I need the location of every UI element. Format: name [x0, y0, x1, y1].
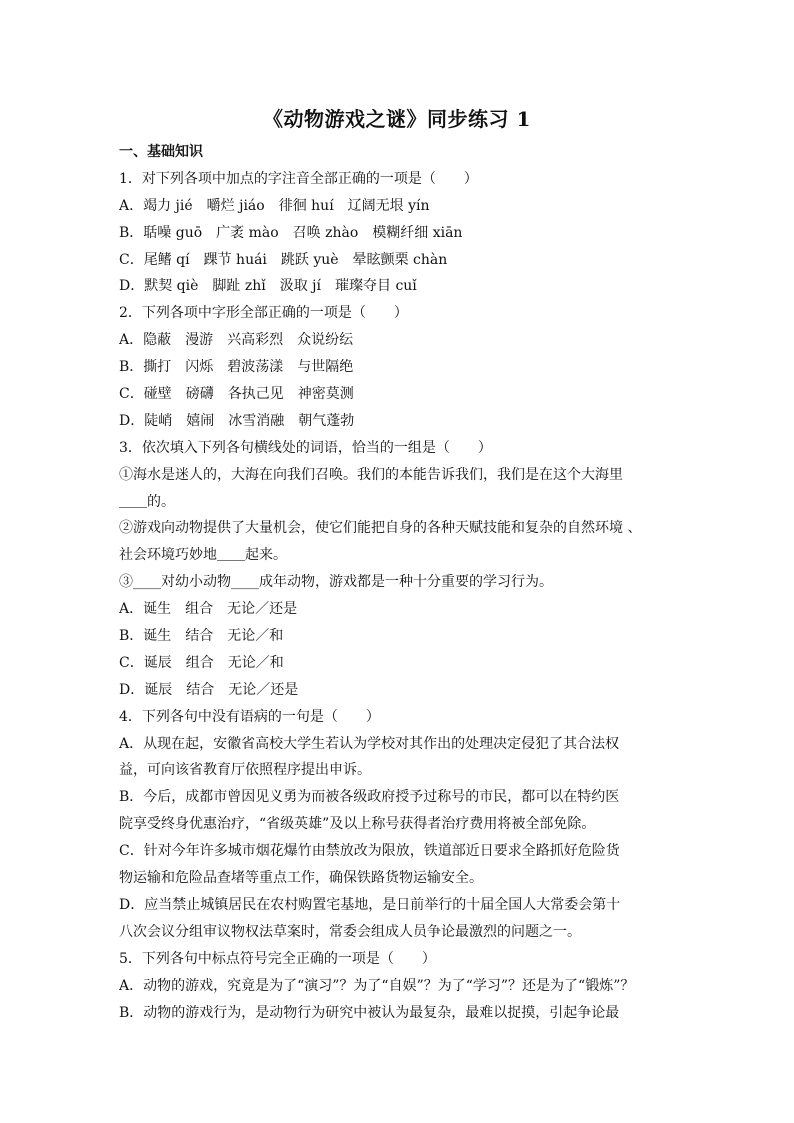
q3-option-c: C．诞辰 组合 无论／和	[119, 654, 284, 671]
q1-option-b: B．聒噪 guō 广袤 mào 召唤 zhào 模糊纤细 xiān	[119, 224, 463, 241]
question-2: 2．下列各项中字形全部正确的一项是（ ）	[119, 305, 408, 322]
q5-option-b: B．动物的游戏行为，是动物行为研究中被认为最复杂，最难以捉摸，引起争论最	[119, 1004, 620, 1021]
q4-option-a-cont: 益，可向该省教育厅依照程序提出申诉。	[119, 762, 371, 779]
q4-option-d: D．应当禁止城镇居民在农村购置宅基地，是日前举行的十届全国人大常委会第十	[119, 896, 621, 913]
q3-option-d: D．诞辰 结合 无论／还是	[119, 681, 299, 698]
q4-option-c: C．针对今年许多城市烟花爆竹由禁放改为限放，铁道部近日要求全路抓好危险货	[119, 843, 620, 860]
q4-option-a: A．从现在起，安徽省高校大学生若认为学校对其作出的处理决定侵犯了其合法权	[119, 735, 620, 752]
q3-sentence-2: ②游戏向动物提供了大量机会，使它们能把自身的各种天赋技能和复杂的自然环境 、	[119, 520, 642, 537]
q4-option-b-cont: 院享受终身优惠治疗，“省级英雄”及以上称号获得者治疗费用将被全部免除。	[119, 816, 596, 833]
q3-option-a: A．诞生 组合 无论／还是	[119, 601, 298, 618]
q2-option-a: A．隐蔽 漫游 兴高彩烈 众说纷纭	[119, 332, 354, 349]
question-1: 1．对下列各项中加点的字注音全部正确的一项是（ ）	[119, 170, 478, 187]
q4-option-c-cont: 物运输和危险品查堵等重点工作，确保铁路货物运输安全。	[119, 870, 483, 887]
q3-sentence-3: ③____对幼小动物____成年动物，游戏都是一种十分重要的学习行为。	[119, 574, 553, 591]
q1-option-c: C．尾鳍 qí 踝节 huái 跳跃 yuè 晕眩颤栗 chàn	[119, 251, 448, 268]
q1-option-a: A．竭力 jié 嚼烂 jiáo 徘徊 huí 辽阔无垠 yín	[119, 197, 430, 214]
section-heading: 一、基础知识	[119, 144, 203, 160]
q3-sentence-2-cont: 社会环境巧妙地＿＿起来。	[119, 547, 287, 564]
q2-option-c: C．碰壁 磅礴 各执己见 神密莫测	[119, 386, 354, 403]
q2-option-b: B．撕打 闪烁 碧波荡漾 与世隔绝	[119, 359, 354, 376]
q1-option-d: D．默契 qiè 脚趾 zhǐ 汲取 jí 璀璨夺目 cuǐ	[119, 278, 417, 295]
q3-sentence-1-cont: ＿＿的。	[119, 493, 175, 510]
question-5: 5．下列各句中标点符号完全正确的一项是（ ）	[119, 950, 436, 967]
q2-option-d: D．陡峭 嬉闹 冰雪消融 朝气蓬勃	[119, 412, 355, 429]
document-body	[119, 139, 679, 1026]
q4-option-b: B．今后，成都市曾因见义勇为而被各级政府授予过称号的市民，都可以在特约医	[119, 789, 620, 806]
q3-option-b: B．诞生 结合 无论／和	[119, 628, 284, 645]
question-3: 3．依次填入下列各句横线处的词语，恰当的一组是（ ）	[119, 439, 492, 456]
q5-option-a: A．动物的游戏，究竟是为了“演习”？为了“自娱”？为了“学习”？还是为了“锻炼”？	[119, 977, 635, 994]
q3-sentence-1: ①海水是迷人的，大海在向我们召唤。我们的本能告诉我们，我们是在这个大海里	[119, 466, 623, 483]
question-4: 4．下列各句中没有语病的一句是（ ）	[119, 708, 380, 725]
page-title: 《动物游戏之谜》同步练习 1	[263, 107, 531, 131]
q4-option-d-cont: 八次会议分组审议物权法草案时，常委会组成人员争论最激烈的问题之一。	[119, 923, 581, 940]
